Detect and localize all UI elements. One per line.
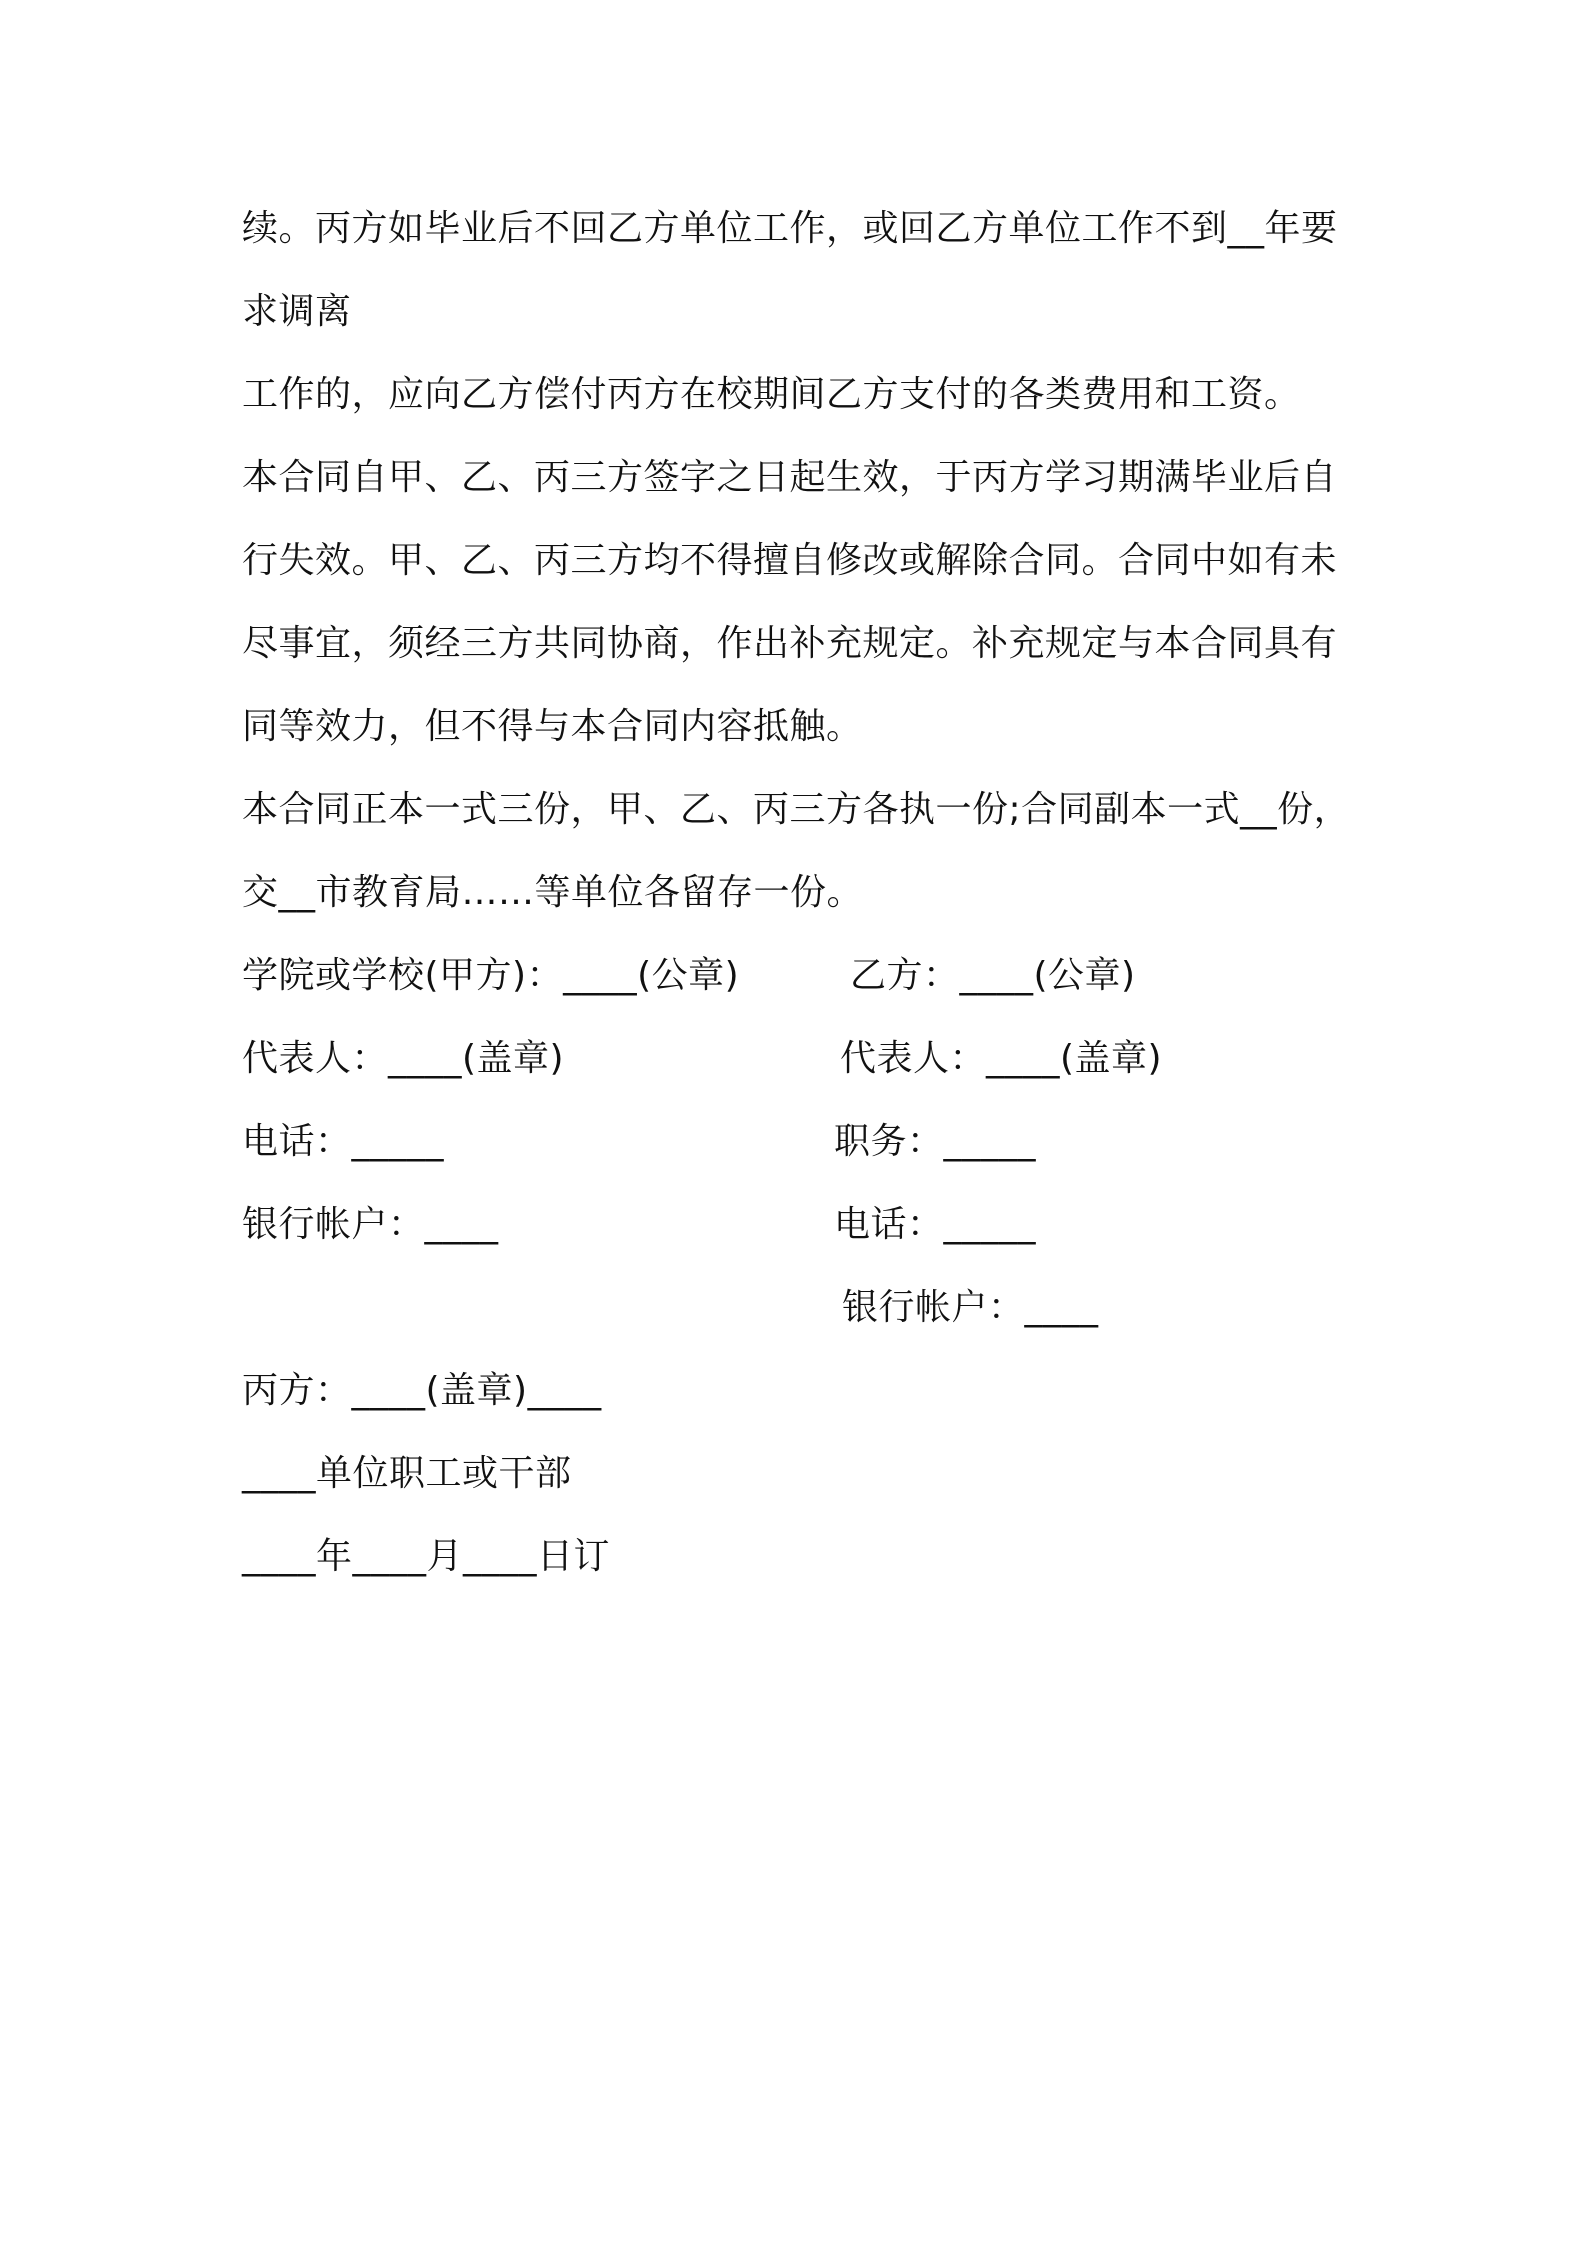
body-line-1: 续。丙方如毕业后不回乙方单位工作，或回乙方单位工作不到__年要 [242, 208, 1338, 249]
party-a-representative: 代表人：____(盖章) [242, 1038, 565, 1079]
party-a-phone: 电话：_____ [242, 1121, 445, 1162]
party-c-unit: ____单位职工或干部 [242, 1453, 572, 1494]
party-b-phone: 电话：_____ [834, 1204, 1037, 1245]
body-line-4: 本合同自甲、乙、丙三方签字之日起生效，于丙方学习期满毕业后自 [242, 457, 1338, 498]
party-c-seal: 丙方：____(盖章)____ [242, 1370, 602, 1411]
body-line-8: 本合同正本一式三份，甲、乙、丙三方各执一份;合同副本一式__份， [242, 789, 1351, 830]
party-b-position: 职务：_____ [834, 1121, 1037, 1162]
party-a-school: 学院或学校(甲方)：____(公章) [242, 955, 740, 996]
body-line-7: 同等效力，但不得与本合同内容抵触。 [242, 706, 863, 747]
party-b-representative: 代表人：____(盖章) [840, 1038, 1163, 1079]
body-line-2: 求调离 [242, 291, 352, 332]
body-line-9: 交__市教育局……等单位各留存一份。 [242, 872, 864, 913]
signing-date: ____年____月____日订 [242, 1536, 611, 1577]
body-line-6: 尽事宜，须经三方共同协商，作出补充规定。补充规定与本合同具有 [242, 623, 1338, 664]
body-line-5: 行失效。甲、乙、丙三方均不得擅自修改或解除合同。合同中如有未 [242, 540, 1338, 581]
body-line-3: 工作的，应向乙方偿付丙方在校期间乙方支付的各类费用和工资。 [242, 374, 1301, 415]
party-a-bank-account: 银行帐户：____ [242, 1204, 499, 1245]
party-b-bank-account: 银行帐户：____ [842, 1287, 1099, 1328]
party-b-seal: 乙方：____(公章) [850, 955, 1136, 996]
